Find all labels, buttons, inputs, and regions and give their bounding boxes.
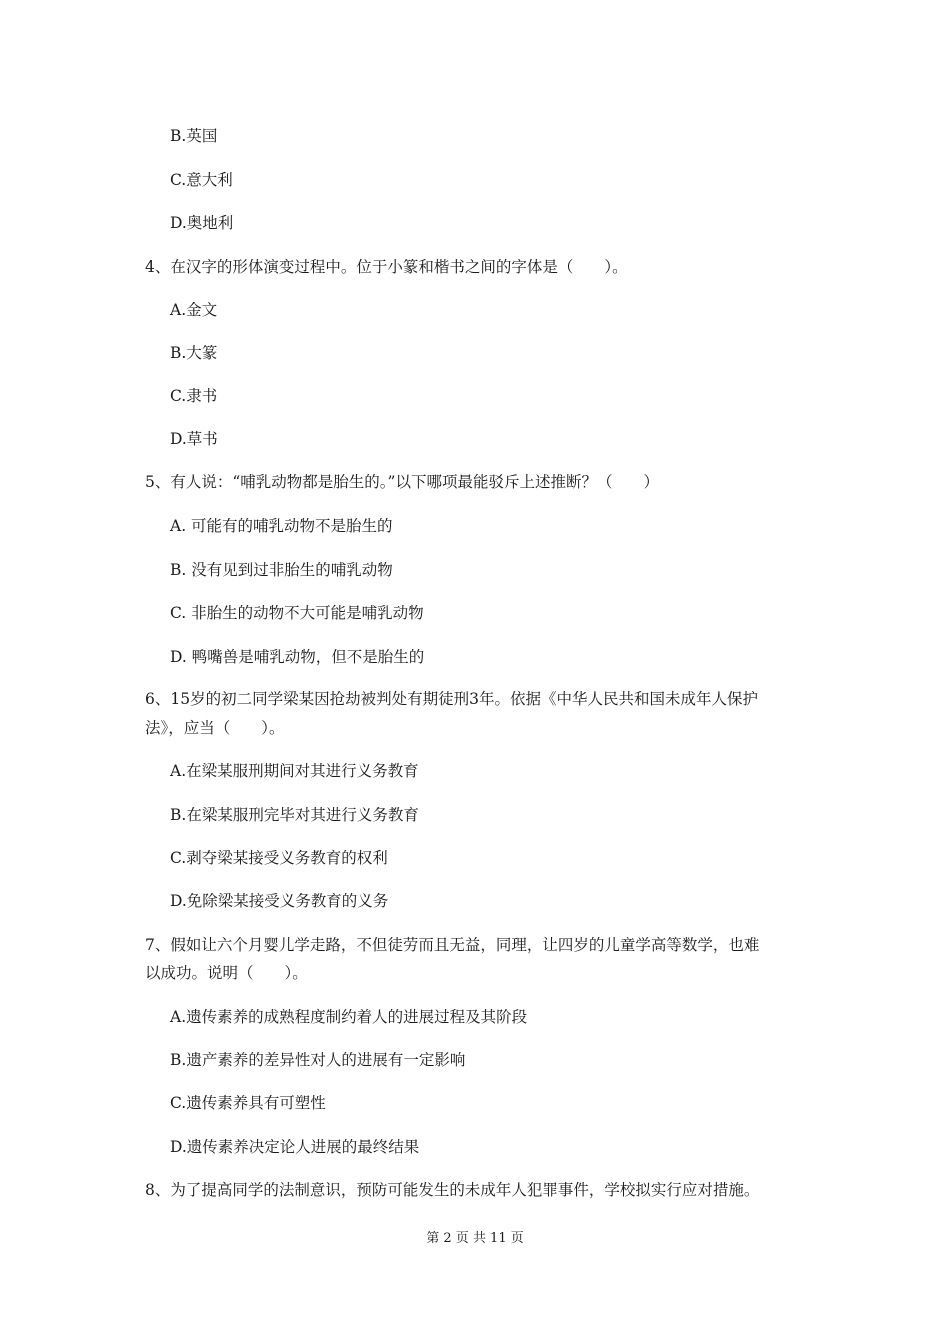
option-4b: B.大篆 <box>170 344 218 362</box>
option-5c: C. 非胎生的动物不大可能是哺乳动物 <box>170 604 424 622</box>
option-4a: A.金文 <box>170 301 218 319</box>
option-4d: D.草书 <box>170 430 218 448</box>
question-7-line-2: 以成功。说明（ ）。 <box>145 964 308 982</box>
page-footer: 第 2 页 共 11 页 <box>426 1231 524 1246</box>
option-5d: D. 鸭嘴兽是哺乳动物，但不是胎生的 <box>170 648 425 666</box>
option-5b: B. 没有见到过非胎生的哺乳动物 <box>170 561 393 579</box>
option-6a: A.在梁某服刑期间对其进行义务教育 <box>170 762 419 780</box>
option-6b: B.在梁某服刑完毕对其进行义务教育 <box>170 806 419 824</box>
question-7-line-1: 7、假如让六个月婴儿学走路，不但徒劳而且无益，同理，让四岁的儿童学高等数学，也难 <box>145 936 760 954</box>
option-3b: B.英国 <box>170 127 218 145</box>
option-6d: D.免除梁某接受义务教育的义务 <box>170 892 389 910</box>
option-3c: C.意大利 <box>170 171 233 189</box>
question-6-line-2: 法》，应当（ ）。 <box>145 719 285 737</box>
option-4c: C.隶书 <box>170 387 218 405</box>
question-5: 5、有人说：“哺乳动物都是胎生的。”以下哪项最能驳斥上述推断？（ ） <box>145 473 659 491</box>
question-8: 8、为了提高同学的法制意识，预防可能发生的未成年人犯罪事件，学校拟实行应对措施。 <box>145 1181 760 1199</box>
option-7b: B.遗产素养的差异性对人的进展有一定影响 <box>170 1051 466 1069</box>
question-4: 4、在汉字的形体演变过程中。位于小篆和楷书之间的字体是（ ）。 <box>145 258 628 276</box>
question-6-line-1: 6、15岁的初二同学梁某因抢劫被判处有期徒刑3年。依据《中华人民共和国未成年人保护 <box>145 690 758 708</box>
option-7c: C.遗传素养具有可塑性 <box>170 1094 326 1112</box>
option-5a: A. 可能有的哺乳动物不是胎生的 <box>170 517 393 535</box>
option-7a: A.遗传素养的成熟程度制约着人的进展过程及其阶段 <box>170 1008 528 1026</box>
option-3d: D.奥地利 <box>170 214 234 232</box>
option-6c: C.剥夺梁某接受义务教育的权利 <box>170 849 388 867</box>
option-7d: D.遗传素养决定论人进展的最终结果 <box>170 1138 420 1156</box>
